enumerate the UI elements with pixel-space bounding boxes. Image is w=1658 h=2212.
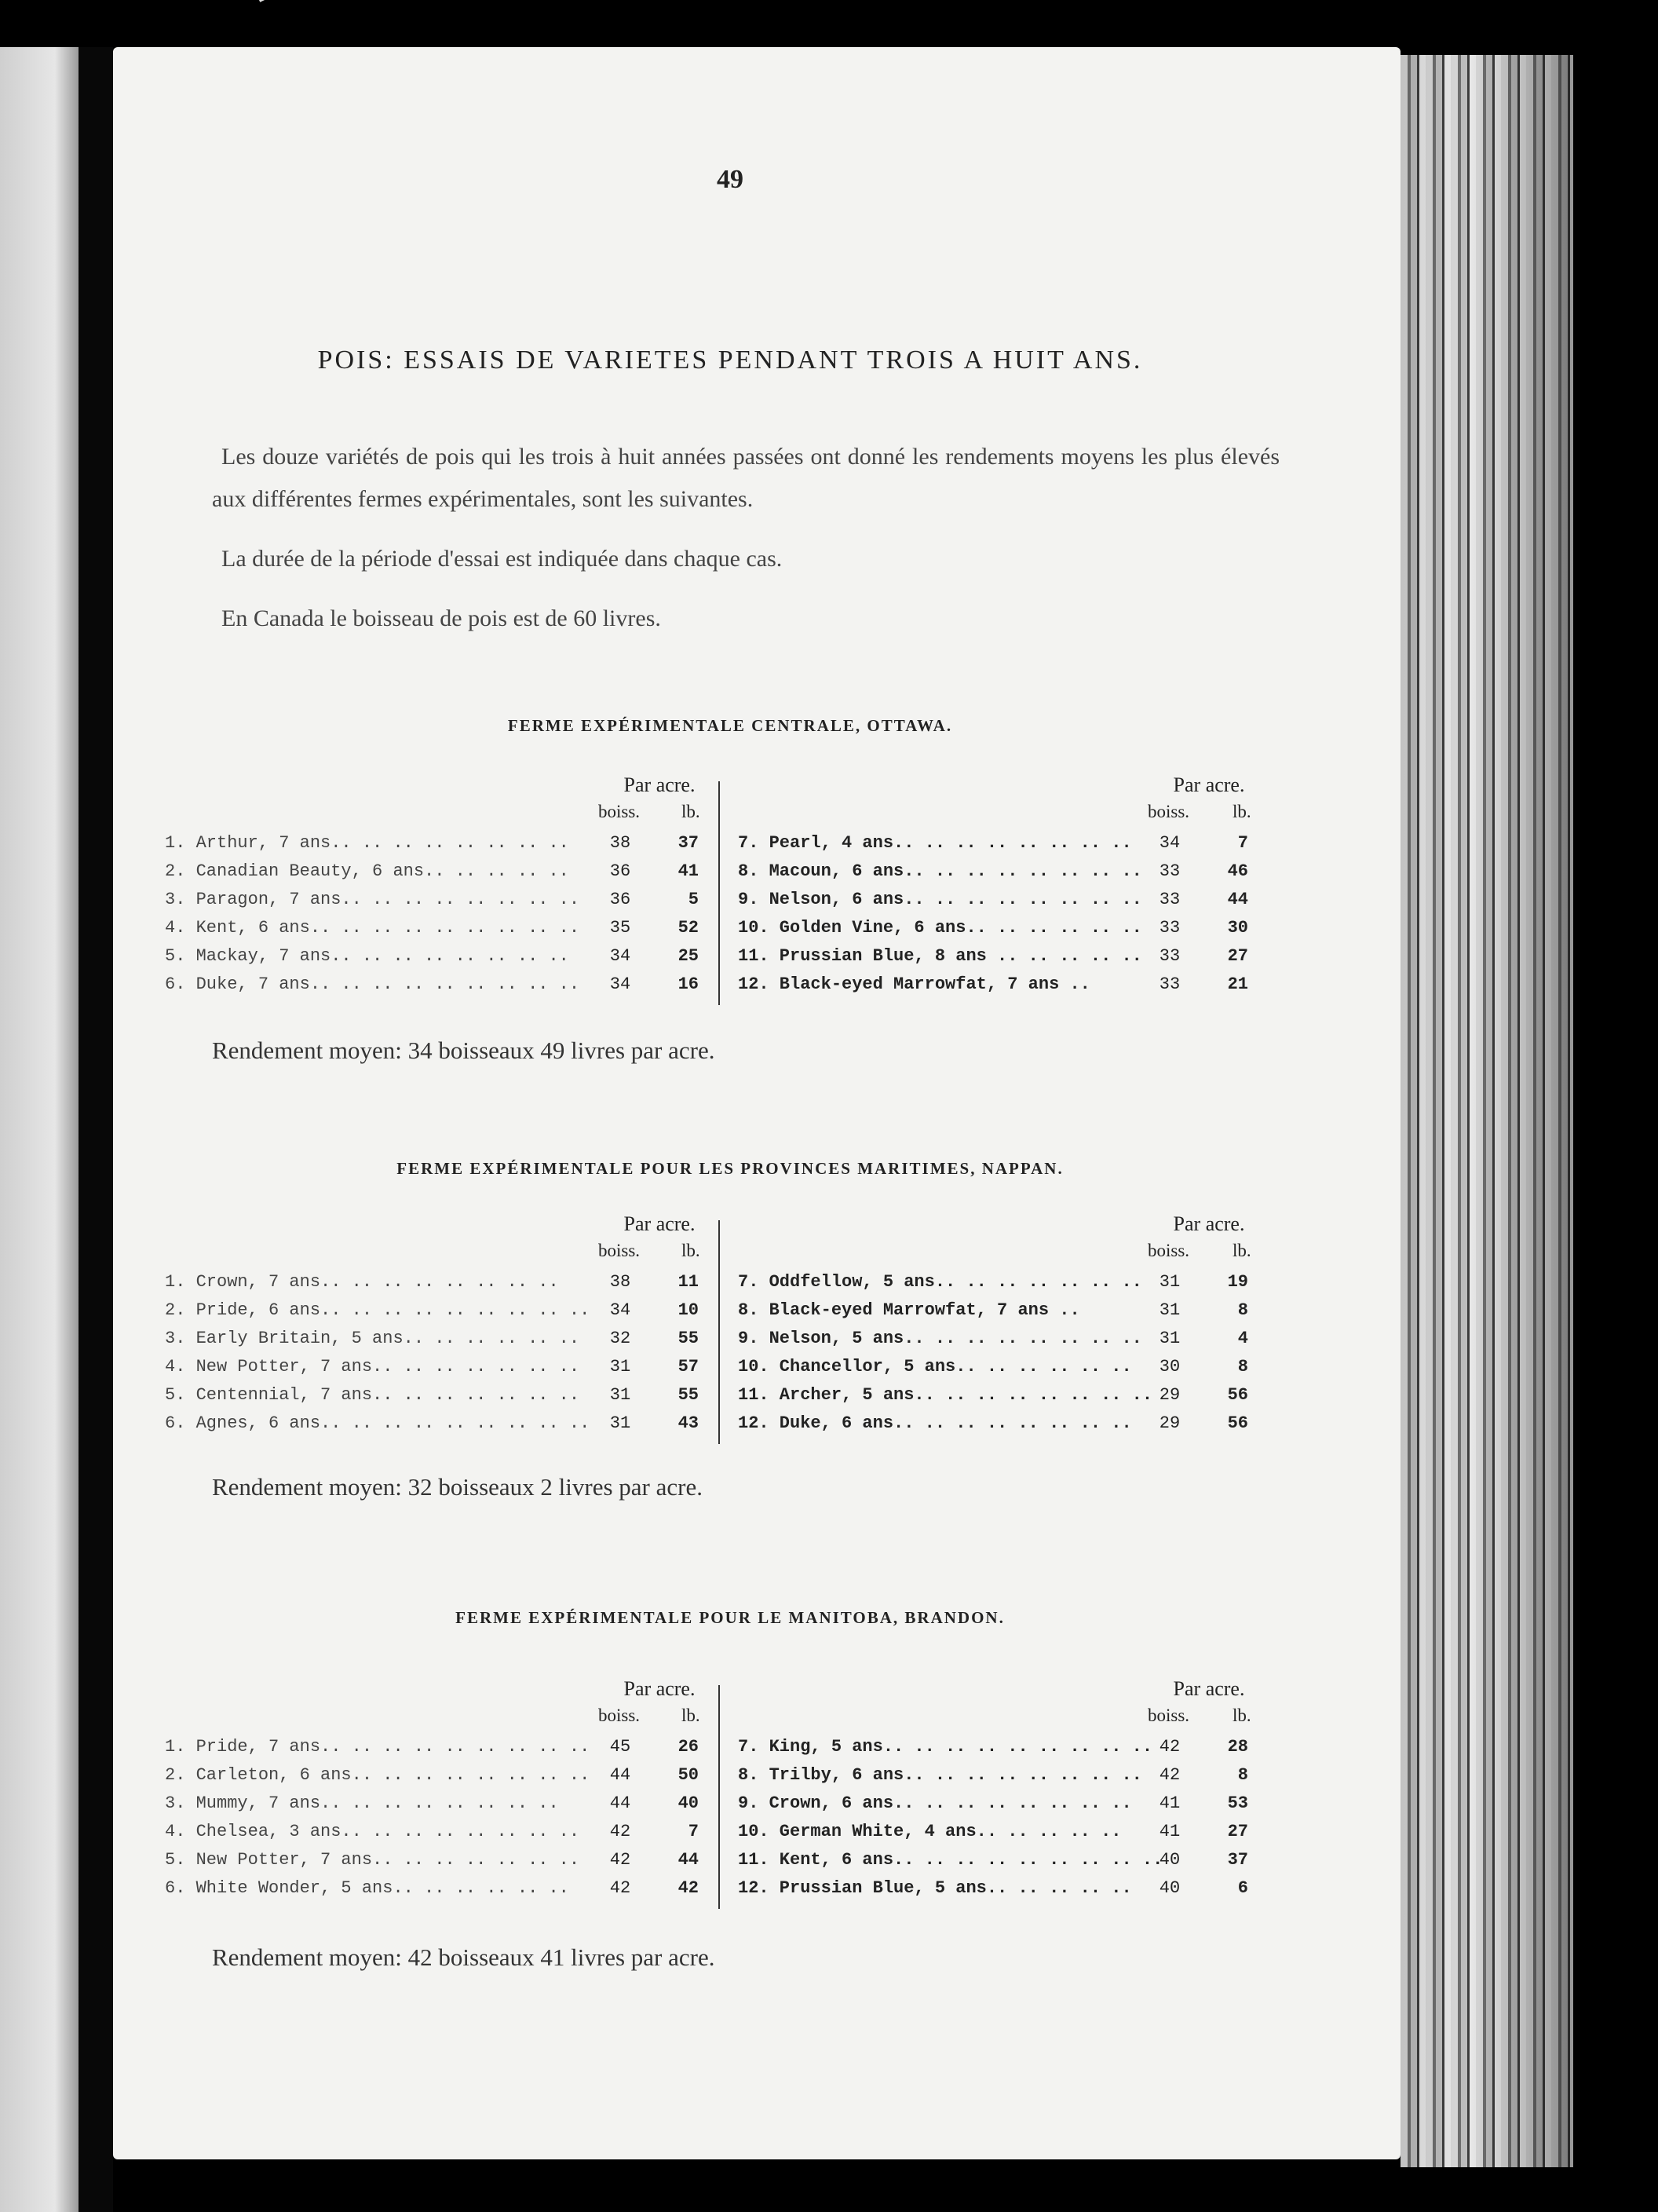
table-row bbox=[157, 1850, 722, 1878]
table-row bbox=[157, 1737, 722, 1765]
table-row bbox=[157, 1385, 722, 1413]
variety-name: 7. King, 5 ans.. .. .. .. .. .. .. .. .. bbox=[738, 1737, 1153, 1757]
variety-name: 1. Pride, 7 ans.. .. .. .. .. .. .. .. .. bbox=[165, 1737, 590, 1757]
boiss-value: 40 bbox=[1159, 1878, 1181, 1898]
variety-name: 12. Duke, 6 ans.. .. .. .. .. .. .. .. bbox=[738, 1413, 1132, 1433]
variety-name: 10. German White, 4 ans.. .. .. .. .. bbox=[738, 1822, 1122, 1841]
boiss-header: boiss. bbox=[598, 802, 641, 821]
table-row bbox=[730, 1300, 1272, 1329]
boiss-value: 32 bbox=[609, 1329, 631, 1348]
lb-value: 44 bbox=[677, 1850, 699, 1870]
variety-name: 9. Crown, 6 ans.. .. .. .. .. .. .. .. bbox=[738, 1793, 1132, 1813]
variety-name: 3. Early Britain, 5 ans.. .. .. .. .. .. bbox=[165, 1329, 580, 1348]
boiss-value: 42 bbox=[609, 1822, 631, 1841]
lb-value: 37 bbox=[677, 833, 699, 853]
variety-name: 7. Oddfellow, 5 ans.. .. .. .. .. .. .. bbox=[738, 1272, 1142, 1292]
boiss-value: 33 bbox=[1159, 890, 1181, 909]
table-row bbox=[730, 1385, 1272, 1413]
intro-paragraph: En Canada le boisseau de pois est de 60 livres. bbox=[221, 605, 661, 631]
table-ottawa bbox=[157, 773, 1272, 1033]
boiss-value: 34 bbox=[1159, 833, 1181, 853]
table-row bbox=[157, 1822, 722, 1850]
table-row bbox=[730, 1765, 1272, 1793]
boiss-value: 45 bbox=[609, 1737, 631, 1757]
lb-value: 11 bbox=[677, 1272, 699, 1292]
table-row bbox=[157, 946, 722, 974]
variety-name: 2. Pride, 6 ans.. .. .. .. .. .. .. .. .. bbox=[165, 1300, 590, 1320]
table-row bbox=[157, 1413, 722, 1442]
variety-name: 8. Black-eyed Marrowfat, 7 ans .. bbox=[738, 1300, 1080, 1320]
per-acre-header: Par acre. bbox=[1173, 1677, 1245, 1700]
lb-value: 56 bbox=[1227, 1413, 1248, 1433]
lb-header: lb. bbox=[681, 802, 700, 821]
table-row bbox=[730, 918, 1272, 946]
table-right-half bbox=[730, 1677, 1272, 1936]
lb-value: 5 bbox=[688, 890, 699, 909]
lb-header: lb. bbox=[1233, 1241, 1251, 1260]
variety-name: 7. Pearl, 4 ans.. .. .. .. .. .. .. .. bbox=[738, 833, 1132, 853]
intro-text bbox=[212, 436, 1280, 657]
boiss-value: 31 bbox=[609, 1413, 631, 1433]
lb-value: 56 bbox=[1227, 1385, 1248, 1405]
lb-value: 7 bbox=[1237, 833, 1248, 853]
per-acre-header: Par acre. bbox=[1173, 1212, 1245, 1235]
lb-value: 42 bbox=[677, 1878, 699, 1898]
lb-value: 52 bbox=[677, 918, 699, 938]
lb-value: 6 bbox=[1237, 1878, 1248, 1898]
variety-name: 5. Mackay, 7 ans.. .. .. .. .. .. .. .. bbox=[165, 946, 569, 966]
boiss-value: 33 bbox=[1159, 918, 1181, 938]
table-row bbox=[730, 1329, 1272, 1357]
boiss-value: 34 bbox=[609, 946, 631, 966]
table-row bbox=[157, 918, 722, 946]
table-nappan bbox=[157, 1212, 1272, 1472]
lb-value: 57 bbox=[677, 1357, 699, 1377]
lb-value: 41 bbox=[677, 861, 699, 881]
boiss-value: 42 bbox=[1159, 1765, 1181, 1785]
table-row bbox=[157, 833, 722, 861]
lb-value: 46 bbox=[1227, 861, 1248, 881]
boiss-value: 31 bbox=[1159, 1300, 1181, 1320]
variety-name: 3. Paragon, 7 ans.. .. .. .. .. .. .. .. bbox=[165, 890, 580, 909]
left-page-edge bbox=[0, 47, 79, 2212]
variety-name: 1. Crown, 7 ans.. .. .. .. .. .. .. .. bbox=[165, 1272, 559, 1292]
table-right-half bbox=[730, 773, 1272, 1033]
table-rows bbox=[157, 833, 722, 1003]
variety-name: 6. Agnes, 6 ans.. .. .. .. .. .. .. .. .. bbox=[165, 1413, 590, 1433]
variety-name: 2. Canadian Beauty, 6 ans.. .. .. .. .. bbox=[165, 861, 569, 881]
table-brandon bbox=[157, 1677, 1272, 1936]
lb-value: 44 bbox=[1227, 890, 1248, 909]
section-heading-ottawa: FERME EXPÉRIMENTALE CENTRALE, OTTAWA. bbox=[507, 716, 953, 735]
table-row bbox=[730, 974, 1272, 1003]
lb-value: 26 bbox=[677, 1737, 699, 1757]
boiss-value: 36 bbox=[609, 890, 631, 909]
variety-name: 4. Chelsea, 3 ans.. .. .. .. .. .. .. .. bbox=[165, 1822, 580, 1841]
table-row bbox=[157, 974, 722, 1003]
variety-name: 5. New Potter, 7 ans.. .. .. .. .. .. .. bbox=[165, 1850, 580, 1870]
table-row bbox=[730, 1737, 1272, 1765]
variety-name: 1. Arthur, 7 ans.. .. .. .. .. .. .. .. bbox=[165, 833, 569, 853]
boiss-header: boiss. bbox=[1148, 1706, 1190, 1725]
variety-name: 8. Trilby, 6 ans.. .. .. .. .. .. .. .. bbox=[738, 1765, 1142, 1785]
table-row bbox=[730, 1793, 1272, 1822]
lb-value: 28 bbox=[1227, 1737, 1248, 1757]
table-row bbox=[730, 1878, 1272, 1907]
variety-name: 11. Archer, 5 ans.. .. .. .. .. .. .. .. bbox=[738, 1385, 1153, 1405]
per-acre-header: Par acre. bbox=[623, 1212, 696, 1235]
lb-value: 8 bbox=[1237, 1765, 1248, 1785]
lb-value: 25 bbox=[677, 946, 699, 966]
boiss-header: boiss. bbox=[598, 1241, 641, 1260]
boiss-value: 38 bbox=[609, 833, 631, 853]
table-row bbox=[730, 1357, 1272, 1385]
lb-value: 4 bbox=[1237, 1329, 1248, 1348]
lb-value: 55 bbox=[677, 1385, 699, 1405]
table-row bbox=[157, 1765, 722, 1793]
lb-value: 10 bbox=[677, 1300, 699, 1320]
lb-value: 19 bbox=[1227, 1272, 1248, 1292]
boiss-value: 31 bbox=[1159, 1272, 1181, 1292]
summary-ottawa: Rendement moyen: 34 boisseaux 49 livres par acre. bbox=[212, 1037, 715, 1064]
lb-value: 37 bbox=[1227, 1850, 1248, 1870]
boiss-header: boiss. bbox=[1148, 1241, 1190, 1260]
boiss-value: 42 bbox=[609, 1878, 631, 1898]
lb-header: lb. bbox=[681, 1706, 700, 1725]
boiss-header: boiss. bbox=[1148, 802, 1190, 821]
variety-name: 12. Black-eyed Marrowfat, 7 ans .. bbox=[738, 974, 1090, 994]
column-divider bbox=[718, 1685, 720, 1909]
lb-value: 8 bbox=[1237, 1357, 1248, 1377]
lb-header: lb. bbox=[681, 1241, 700, 1260]
boiss-value: 33 bbox=[1159, 946, 1181, 966]
lb-value: 8 bbox=[1237, 1300, 1248, 1320]
boiss-value: 38 bbox=[609, 1272, 631, 1292]
page-number: 49 bbox=[717, 165, 743, 194]
boiss-value: 40 bbox=[1159, 1850, 1181, 1870]
variety-name: 2. Carleton, 6 ans.. .. .. .. .. .. .. .. bbox=[165, 1765, 590, 1785]
variety-name: 5. Centennial, 7 ans.. .. .. .. .. .. .. bbox=[165, 1385, 580, 1405]
boiss-value: 44 bbox=[609, 1765, 631, 1785]
lb-value: 55 bbox=[677, 1329, 699, 1348]
boiss-value: 36 bbox=[609, 861, 631, 881]
summary-brandon: Rendement moyen: 42 boisseaux 41 livres par acre. bbox=[212, 1943, 715, 1971]
table-row bbox=[157, 890, 722, 918]
boiss-value: 41 bbox=[1159, 1793, 1181, 1813]
boiss-value: 31 bbox=[1159, 1329, 1181, 1348]
boiss-value: 31 bbox=[609, 1385, 631, 1405]
table-row bbox=[730, 833, 1272, 861]
lb-value: 27 bbox=[1227, 946, 1248, 966]
table-row bbox=[730, 1850, 1272, 1878]
variety-name: 4. Kent, 6 ans.. .. .. .. .. .. .. .. .. bbox=[165, 918, 580, 938]
intro-paragraph: La durée de la période d'essai est indiquée dans chaque cas. bbox=[221, 546, 783, 572]
boiss-value: 42 bbox=[609, 1850, 631, 1870]
lb-value: 50 bbox=[677, 1765, 699, 1785]
boiss-header: boiss. bbox=[598, 1706, 641, 1725]
summary-nappan: Rendement moyen: 32 boisseaux 2 livres par acre. bbox=[212, 1473, 703, 1501]
variety-name: 11. Kent, 6 ans.. .. .. .. .. .. .. .. .. bbox=[738, 1850, 1163, 1870]
boiss-value: 41 bbox=[1159, 1822, 1181, 1841]
table-left-half bbox=[157, 1212, 722, 1472]
table-row bbox=[730, 890, 1272, 918]
boiss-value: 35 bbox=[609, 918, 631, 938]
boiss-value: 34 bbox=[609, 1300, 631, 1320]
column-divider bbox=[718, 781, 720, 1005]
lb-header: lb. bbox=[1233, 1706, 1251, 1725]
column-divider bbox=[718, 1220, 720, 1444]
variety-name: 9. Nelson, 6 ans.. .. .. .. .. .. .. .. bbox=[738, 890, 1142, 909]
variety-name: 3. Mummy, 7 ans.. .. .. .. .. .. .. .. bbox=[165, 1793, 559, 1813]
lb-value: 16 bbox=[677, 974, 699, 994]
table-row bbox=[157, 1272, 722, 1300]
table-row bbox=[157, 1329, 722, 1357]
variety-name: 9. Nelson, 5 ans.. .. .. .. .. .. .. .. bbox=[738, 1329, 1142, 1348]
per-acre-header: Par acre. bbox=[623, 1677, 696, 1700]
table-row bbox=[730, 861, 1272, 890]
intro-paragraph: Les douze variétés de pois qui les trois à huit années passées ont donné les rendements moyens les plus élevés aux différentes fermes expérimentales, sont les suivantes. bbox=[212, 444, 1280, 512]
per-acre-header: Par acre. bbox=[1173, 773, 1245, 796]
variety-name: 6. White Wonder, 5 ans.. .. .. .. .. .. bbox=[165, 1878, 569, 1898]
variety-name: 8. Macoun, 6 ans.. .. .. .. .. .. .. .. bbox=[738, 861, 1142, 881]
table-row bbox=[730, 1413, 1272, 1442]
lb-value: 40 bbox=[677, 1793, 699, 1813]
boiss-value: 33 bbox=[1159, 861, 1181, 881]
page-title: POIS: ESSAIS DE VARIETES PENDANT TROIS A HUIT ANS. bbox=[317, 346, 1143, 375]
corner-mark bbox=[259, 0, 331, 31]
table-row bbox=[730, 1272, 1272, 1300]
boiss-value: 29 bbox=[1159, 1413, 1181, 1433]
lb-header: lb. bbox=[1233, 802, 1251, 821]
table-left-half bbox=[157, 773, 722, 1033]
per-acre-header: Par acre. bbox=[623, 773, 696, 796]
table-rows bbox=[157, 1737, 722, 1907]
table-row bbox=[157, 1357, 722, 1385]
book-edge-shade bbox=[1401, 55, 1573, 2167]
table-row bbox=[157, 1300, 722, 1329]
variety-name: 11. Prussian Blue, 8 ans .. .. .. .. .. bbox=[738, 946, 1142, 966]
boiss-value: 30 bbox=[1159, 1357, 1181, 1377]
table-left-half bbox=[157, 1677, 722, 1936]
table-rows bbox=[730, 833, 1272, 1003]
table-row bbox=[157, 861, 722, 890]
variety-name: 10. Chancellor, 5 ans.. .. .. .. .. .. bbox=[738, 1357, 1132, 1377]
boiss-value: 31 bbox=[609, 1357, 631, 1377]
table-rows bbox=[157, 1272, 722, 1442]
boiss-value: 44 bbox=[609, 1793, 631, 1813]
book-spine bbox=[79, 47, 113, 2212]
table-rows bbox=[730, 1272, 1272, 1442]
variety-name: 6. Duke, 7 ans.. .. .. .. .. .. .. .. .. bbox=[165, 974, 580, 994]
section-heading-brandon: FERME EXPÉRIMENTALE POUR LE MANITOBA, BRANDON. bbox=[455, 1608, 1005, 1627]
lb-value: 53 bbox=[1227, 1793, 1248, 1813]
boiss-value: 33 bbox=[1159, 974, 1181, 994]
boiss-value: 42 bbox=[1159, 1737, 1181, 1757]
variety-name: 10. Golden Vine, 6 ans.. .. .. .. .. .. bbox=[738, 918, 1142, 938]
section-heading-nappan: FERME EXPÉRIMENTALE POUR LES PROVINCES MARITIMES, NAPPAN. bbox=[396, 1159, 1064, 1178]
table-row bbox=[157, 1878, 722, 1907]
table-row bbox=[730, 1822, 1272, 1850]
boiss-value: 29 bbox=[1159, 1385, 1181, 1405]
table-rows bbox=[730, 1737, 1272, 1907]
variety-name: 12. Prussian Blue, 5 ans.. .. .. .. .. bbox=[738, 1878, 1132, 1898]
lb-value: 27 bbox=[1227, 1822, 1248, 1841]
boiss-value: 34 bbox=[609, 974, 631, 994]
lb-value: 30 bbox=[1227, 918, 1248, 938]
lb-value: 7 bbox=[688, 1822, 699, 1841]
variety-name: 4. New Potter, 7 ans.. .. .. .. .. .. .. bbox=[165, 1357, 580, 1377]
table-right-half bbox=[730, 1212, 1272, 1472]
lb-value: 43 bbox=[677, 1413, 699, 1433]
lb-value: 21 bbox=[1227, 974, 1248, 994]
table-row bbox=[730, 946, 1272, 974]
table-row bbox=[157, 1793, 722, 1822]
